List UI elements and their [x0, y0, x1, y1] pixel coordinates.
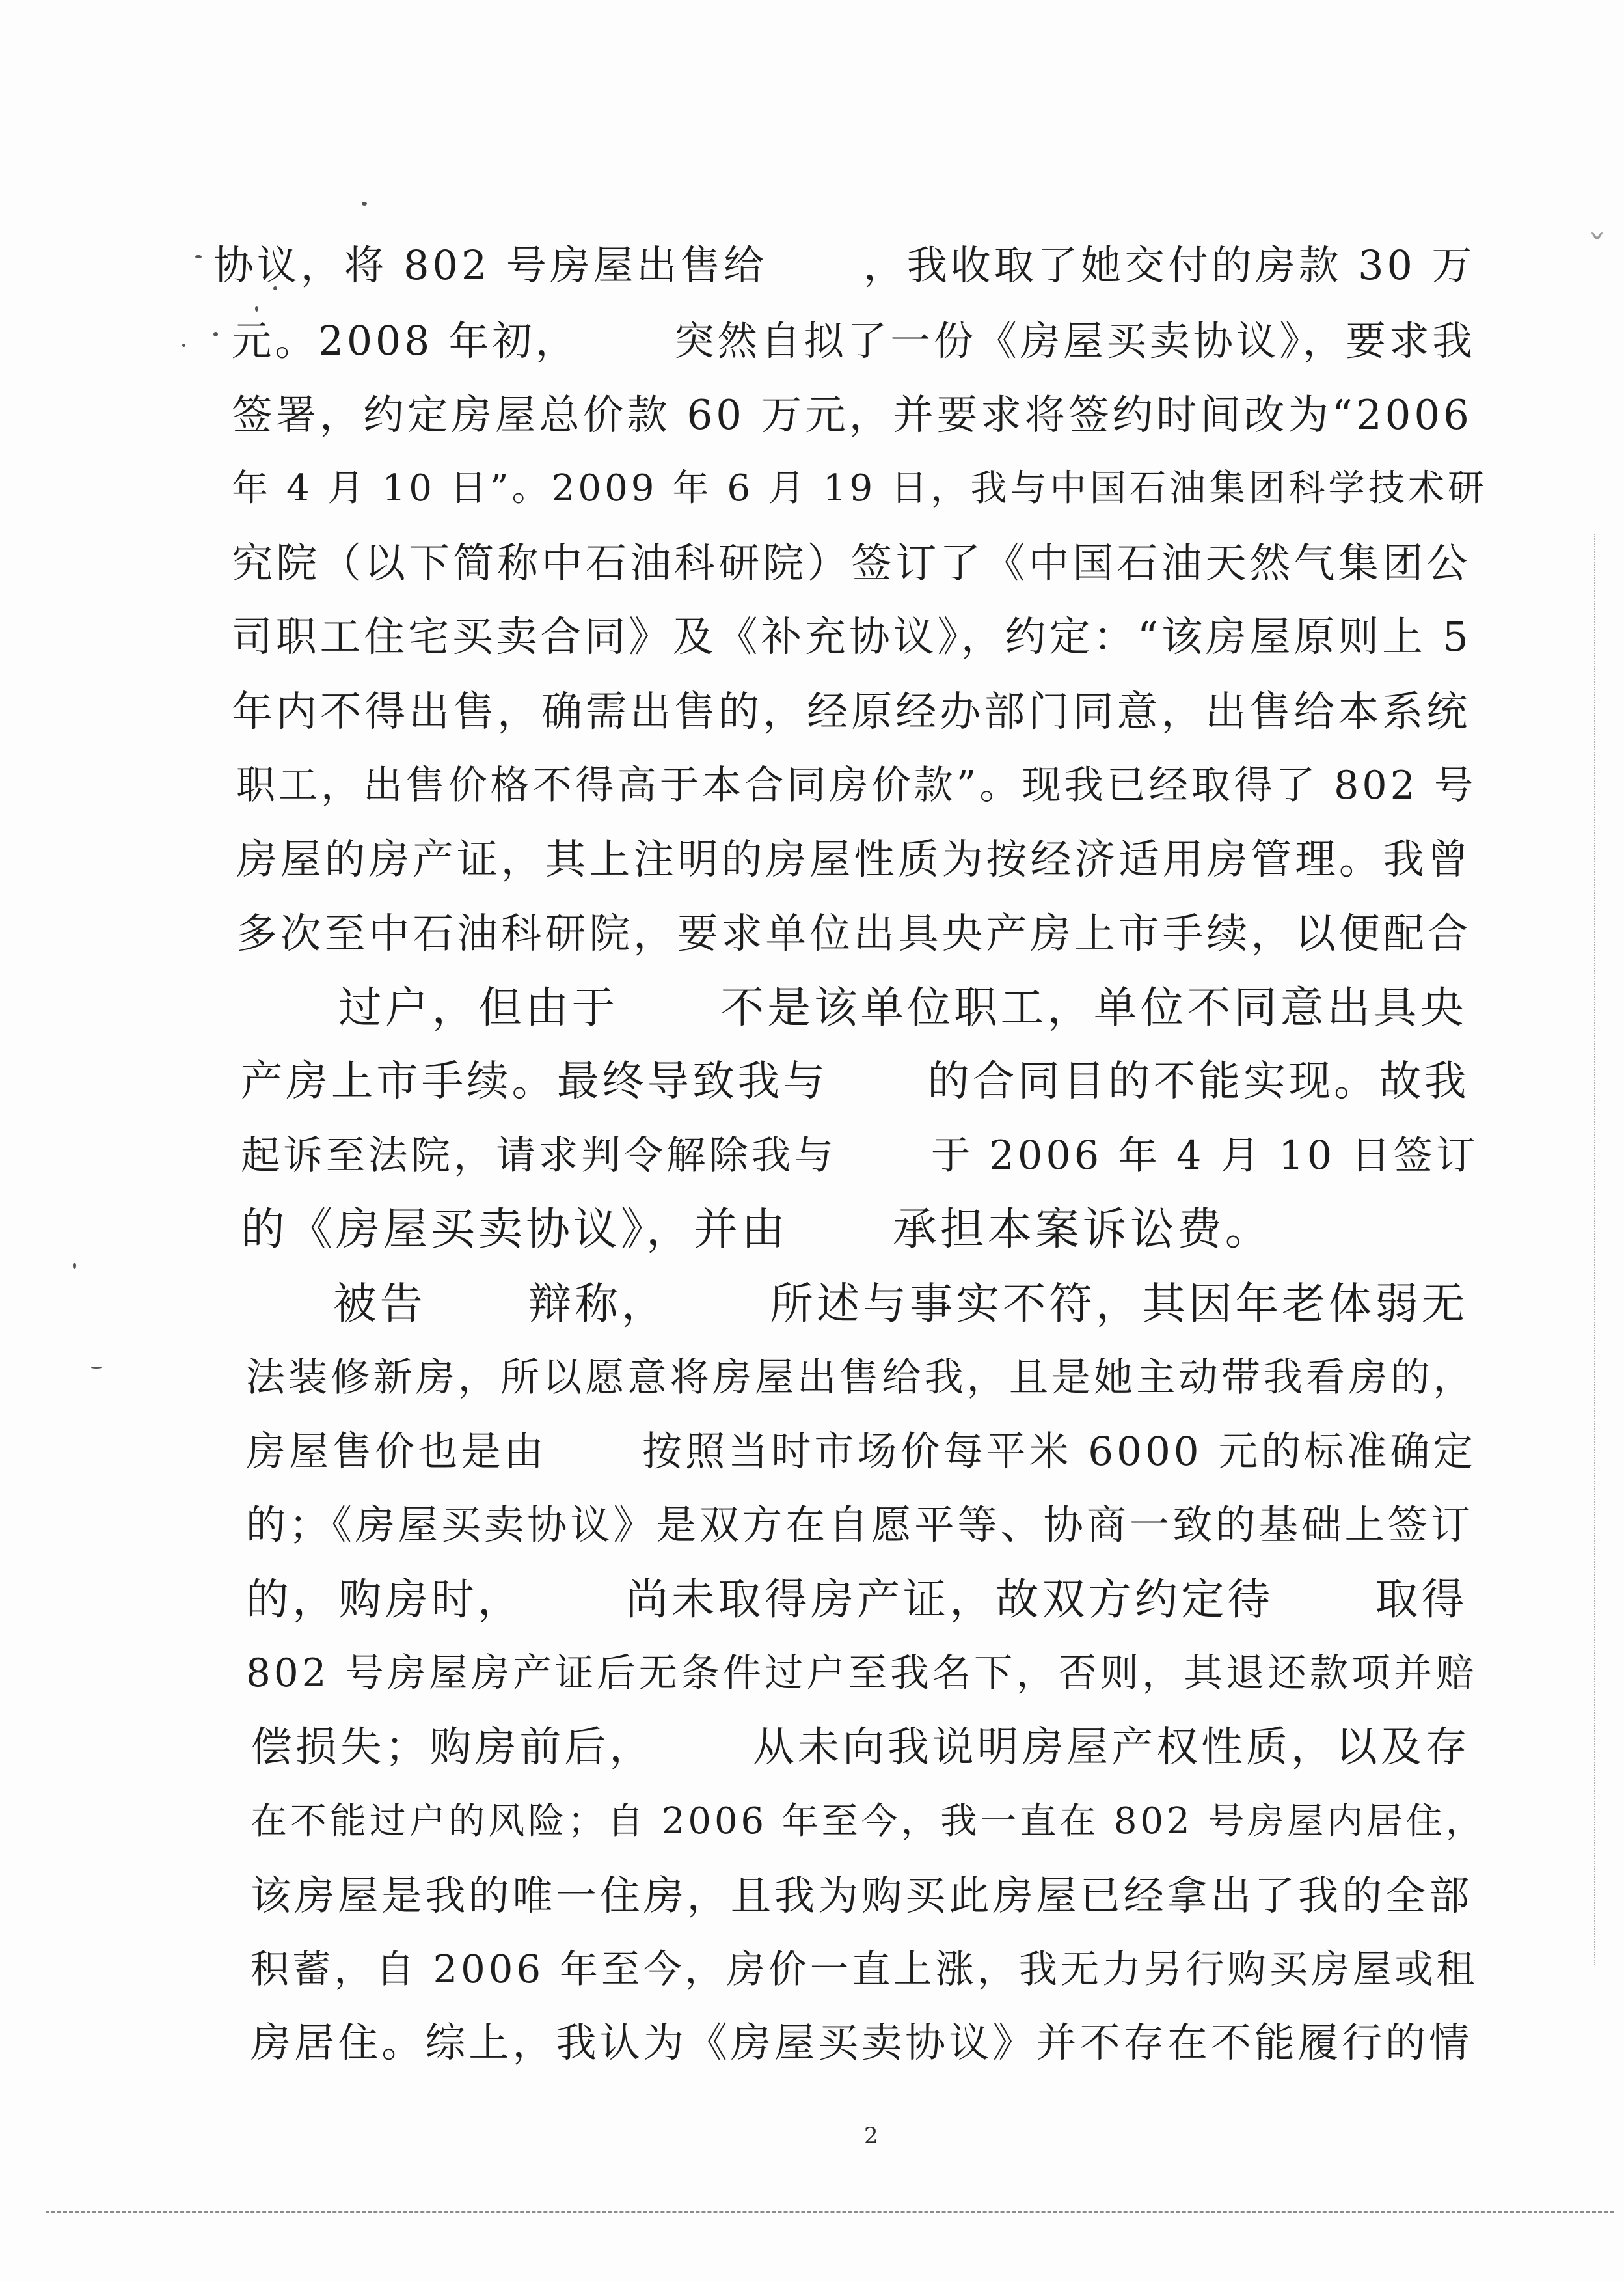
text-line: 究院（以下简称中石油科研院）签订了《中国石油天然气集团公: [232, 539, 1471, 587]
text-line: 的《房屋买卖协议》，并由 承担本案诉讼费。: [241, 1204, 1273, 1255]
text-line: 签署，约定房屋总价款 60 万元，并要求将签约时间改为“2006: [232, 391, 1472, 439]
text-line: 年内不得出售，确需出售的，经原经办部门同意，出售给本系统: [232, 687, 1471, 735]
text-line: 协议，将 802 号房屋出售给 ，我收取了她交付的房款 30 万: [213, 242, 1476, 289]
text-line: 的；《房屋买卖协议》是双方在自愿平等、协商一致的基础上签订: [246, 1502, 1474, 1548]
text-line: 多次至中石油科研院，要求单位出具央产房上市手续，以便配合: [236, 910, 1472, 957]
text-line: 被告 辩称， 所述与事实不符，其因年老体弱无: [333, 1278, 1468, 1329]
text-line: 起诉至法院，请求判令解除我与 于 2006 年 4 月 10 日签订: [241, 1133, 1479, 1179]
text-line: 在不能过户的风险；自 2006 年至今，我一直在 802 号房屋内居住，: [250, 1800, 1485, 1842]
page-number: 2: [864, 2123, 878, 2149]
text-line: 偿损失；购房前后， 从未向我说明房屋产权性质，以及存: [250, 1723, 1470, 1771]
text-line: 产房上市手续。最终导致我与 的合同目的不能实现。故我: [241, 1057, 1470, 1106]
text-line: 房屋的房产证，其上注明的房屋性质为按经济适用房管理。我曾: [236, 836, 1472, 883]
text-line: 年 4 月 10 日”。2009 年 6 月 19 日，我与中国石油集团科学技术研: [232, 467, 1487, 510]
text-line: 房居住。综上，我认为《房屋买卖协议》并不存在不能履行的情: [250, 2019, 1473, 2066]
text-line: 元。2008 年初， 突然自拟了一份《房屋买卖协议》，要求我: [232, 318, 1476, 364]
text-line: 法装修新房，所以愿意将房屋出售给我，且是她主动带我看房的，: [246, 1355, 1476, 1400]
text-line: 过户，但由于 不是该单位职工，单位不同意出具央: [236, 982, 1467, 1033]
text-line: 司职工住宅买卖合同》及《补充协议》，约定：“该房屋原则上 5: [232, 613, 1472, 661]
text-line: 的，购房时， 尚未取得房产证，故双方约定待 取得: [246, 1574, 1468, 1624]
text-line: 该房屋是我的唯一住房，且我为购买此房屋已经拿出了我的全部: [250, 1872, 1473, 1919]
text-line: 职工，出售价格不得高于本合同房价款”。现我已经取得了 802 号: [236, 763, 1477, 808]
edge-bleed-mark: ˇ: [1588, 228, 1606, 272]
text-line: 802 号房屋房产证后无条件过户至我名下，否则，其退还款项并赔: [246, 1651, 1478, 1696]
text-line: 积蓄，自 2006 年至今，房价一直上涨，我无力另行购买房屋或租: [250, 1946, 1478, 1991]
text-line: 房屋售价也是由 按照当时市场价每平米 6000 元的标准确定: [246, 1428, 1476, 1475]
